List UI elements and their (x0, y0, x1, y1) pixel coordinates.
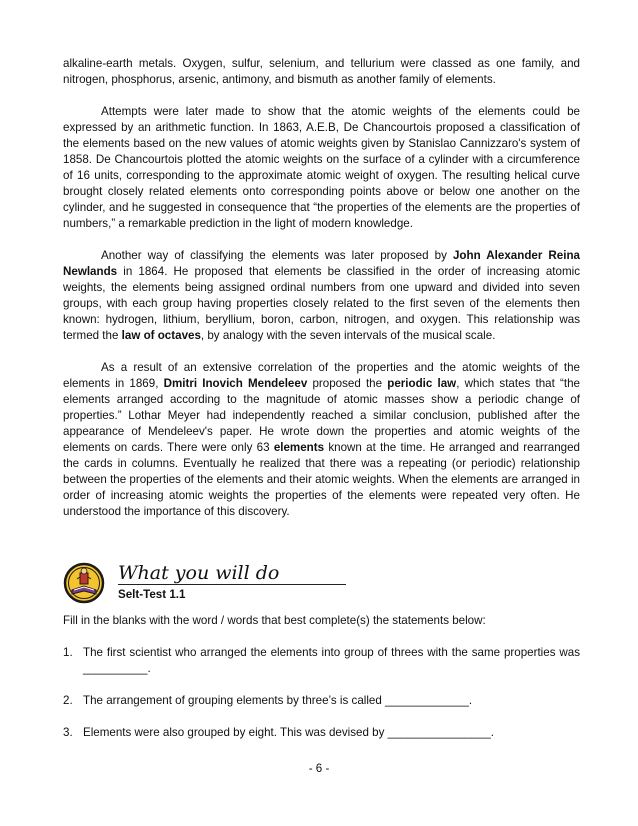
section-subtitle: Selt-Test 1.1 (118, 588, 186, 601)
text-segment: proposed the (307, 377, 388, 390)
page-number: - 6 - (308, 762, 330, 775)
text-segment: , by analogy with the seven intervals of the musical scale. (200, 329, 496, 342)
bold-term: Dmitri Inovich Mendeleev (163, 377, 308, 390)
paragraph (63, 248, 580, 344)
text-segment: As a result of an extensive correlation of the properties and the atomic weights of the elements in 1869, (63, 361, 580, 390)
paragraph (63, 56, 580, 88)
bold-term: law of octaves (121, 329, 201, 342)
section-header (63, 562, 580, 606)
book-reading-icon (63, 562, 105, 604)
text-segment: known at the time. He arranged and rearranged the cards in columns. Eventually he realized that there was a repeating (or periodic) relationship between the properties of the elements and their atomic weights. When the elements are arranged in order of increasing atomic weights the properties of the elements were repeated very often. He understood the importance of this discovery. (63, 441, 580, 518)
question-text: Elements were also grouped by eight. This was devised by ________________. (83, 726, 494, 739)
question-number: 2. (63, 694, 73, 707)
text-segment: , which states that “the elements arranged according to the magnitude of atomic masses show a periodic change of properties.” Lothar Meyer had independently reached a similar conclusion, published after the appearance of Mendeleev's paper. He wrote down the properties and atomic weights of the elements on cards. There were only 63 (63, 377, 580, 454)
question-list (63, 645, 580, 757)
question-item (63, 645, 580, 677)
text-segment: Attempts were later made to show that the atomic weights of the elements could be expressed by an arithmetic function. In 1863, A.E.B, De Chancourtois proposed a classification of the elements based on the new values of atomic weights given by Stanislao Cannizzaro's system of 1858. De Chancourtois plotted the atomic weights on the surface of a cylinder with a circumference of 16 units, corresponding to the approximate atomic weight of oxygen. The resulting helical curve brought closely related elements onto corresponding points above or below one another on the cylinder, and he suggested in consequence that “the properties of the elements are the properties of numbers,” a remarkable prediction in the light of modern knowledge. (63, 105, 580, 230)
question-text: The arrangement of grouping elements by three’s is called _____________. (83, 694, 473, 707)
paragraph (63, 104, 580, 232)
question-item (63, 693, 580, 709)
question-item (63, 725, 580, 741)
question-number: 1. (63, 646, 73, 659)
text-segment: Another way of classifying the elements was later proposed by (101, 249, 453, 262)
body-text (63, 56, 580, 536)
section-title: What you will do (118, 562, 280, 584)
title-underline (118, 584, 346, 585)
bold-term: elements (273, 441, 325, 454)
instructions: Fill in the blanks with the word / words that best complete(s) the statements below: (63, 614, 486, 627)
bold-term: periodic law (387, 377, 457, 390)
question-number: 3. (63, 726, 73, 739)
bold-term: John Alexander Reina Newlands (63, 249, 580, 278)
paragraph (63, 360, 580, 520)
question-text: The first scientist who arranged the elements into group of threes with the same properties was __________. (83, 646, 580, 675)
text-segment: alkaline-earth metals. Oxygen, sulfur, selenium, and tellurium were classed as one family, and nitrogen, phosphorus, arsenic, antimony, and bismuth as another family of elements. (63, 57, 580, 86)
text-segment: in 1864. He proposed that elements be classified in the order of increasing atomic weights, the elements being assigned ordinal numbers from one upward and divided into seven groups, with each group having properties closely related to the first seven of the elements then known: hydrogen, lithium, beryllium, boron, carbon, nitrogen, and oxygen. This relationship was termed the (63, 265, 580, 342)
